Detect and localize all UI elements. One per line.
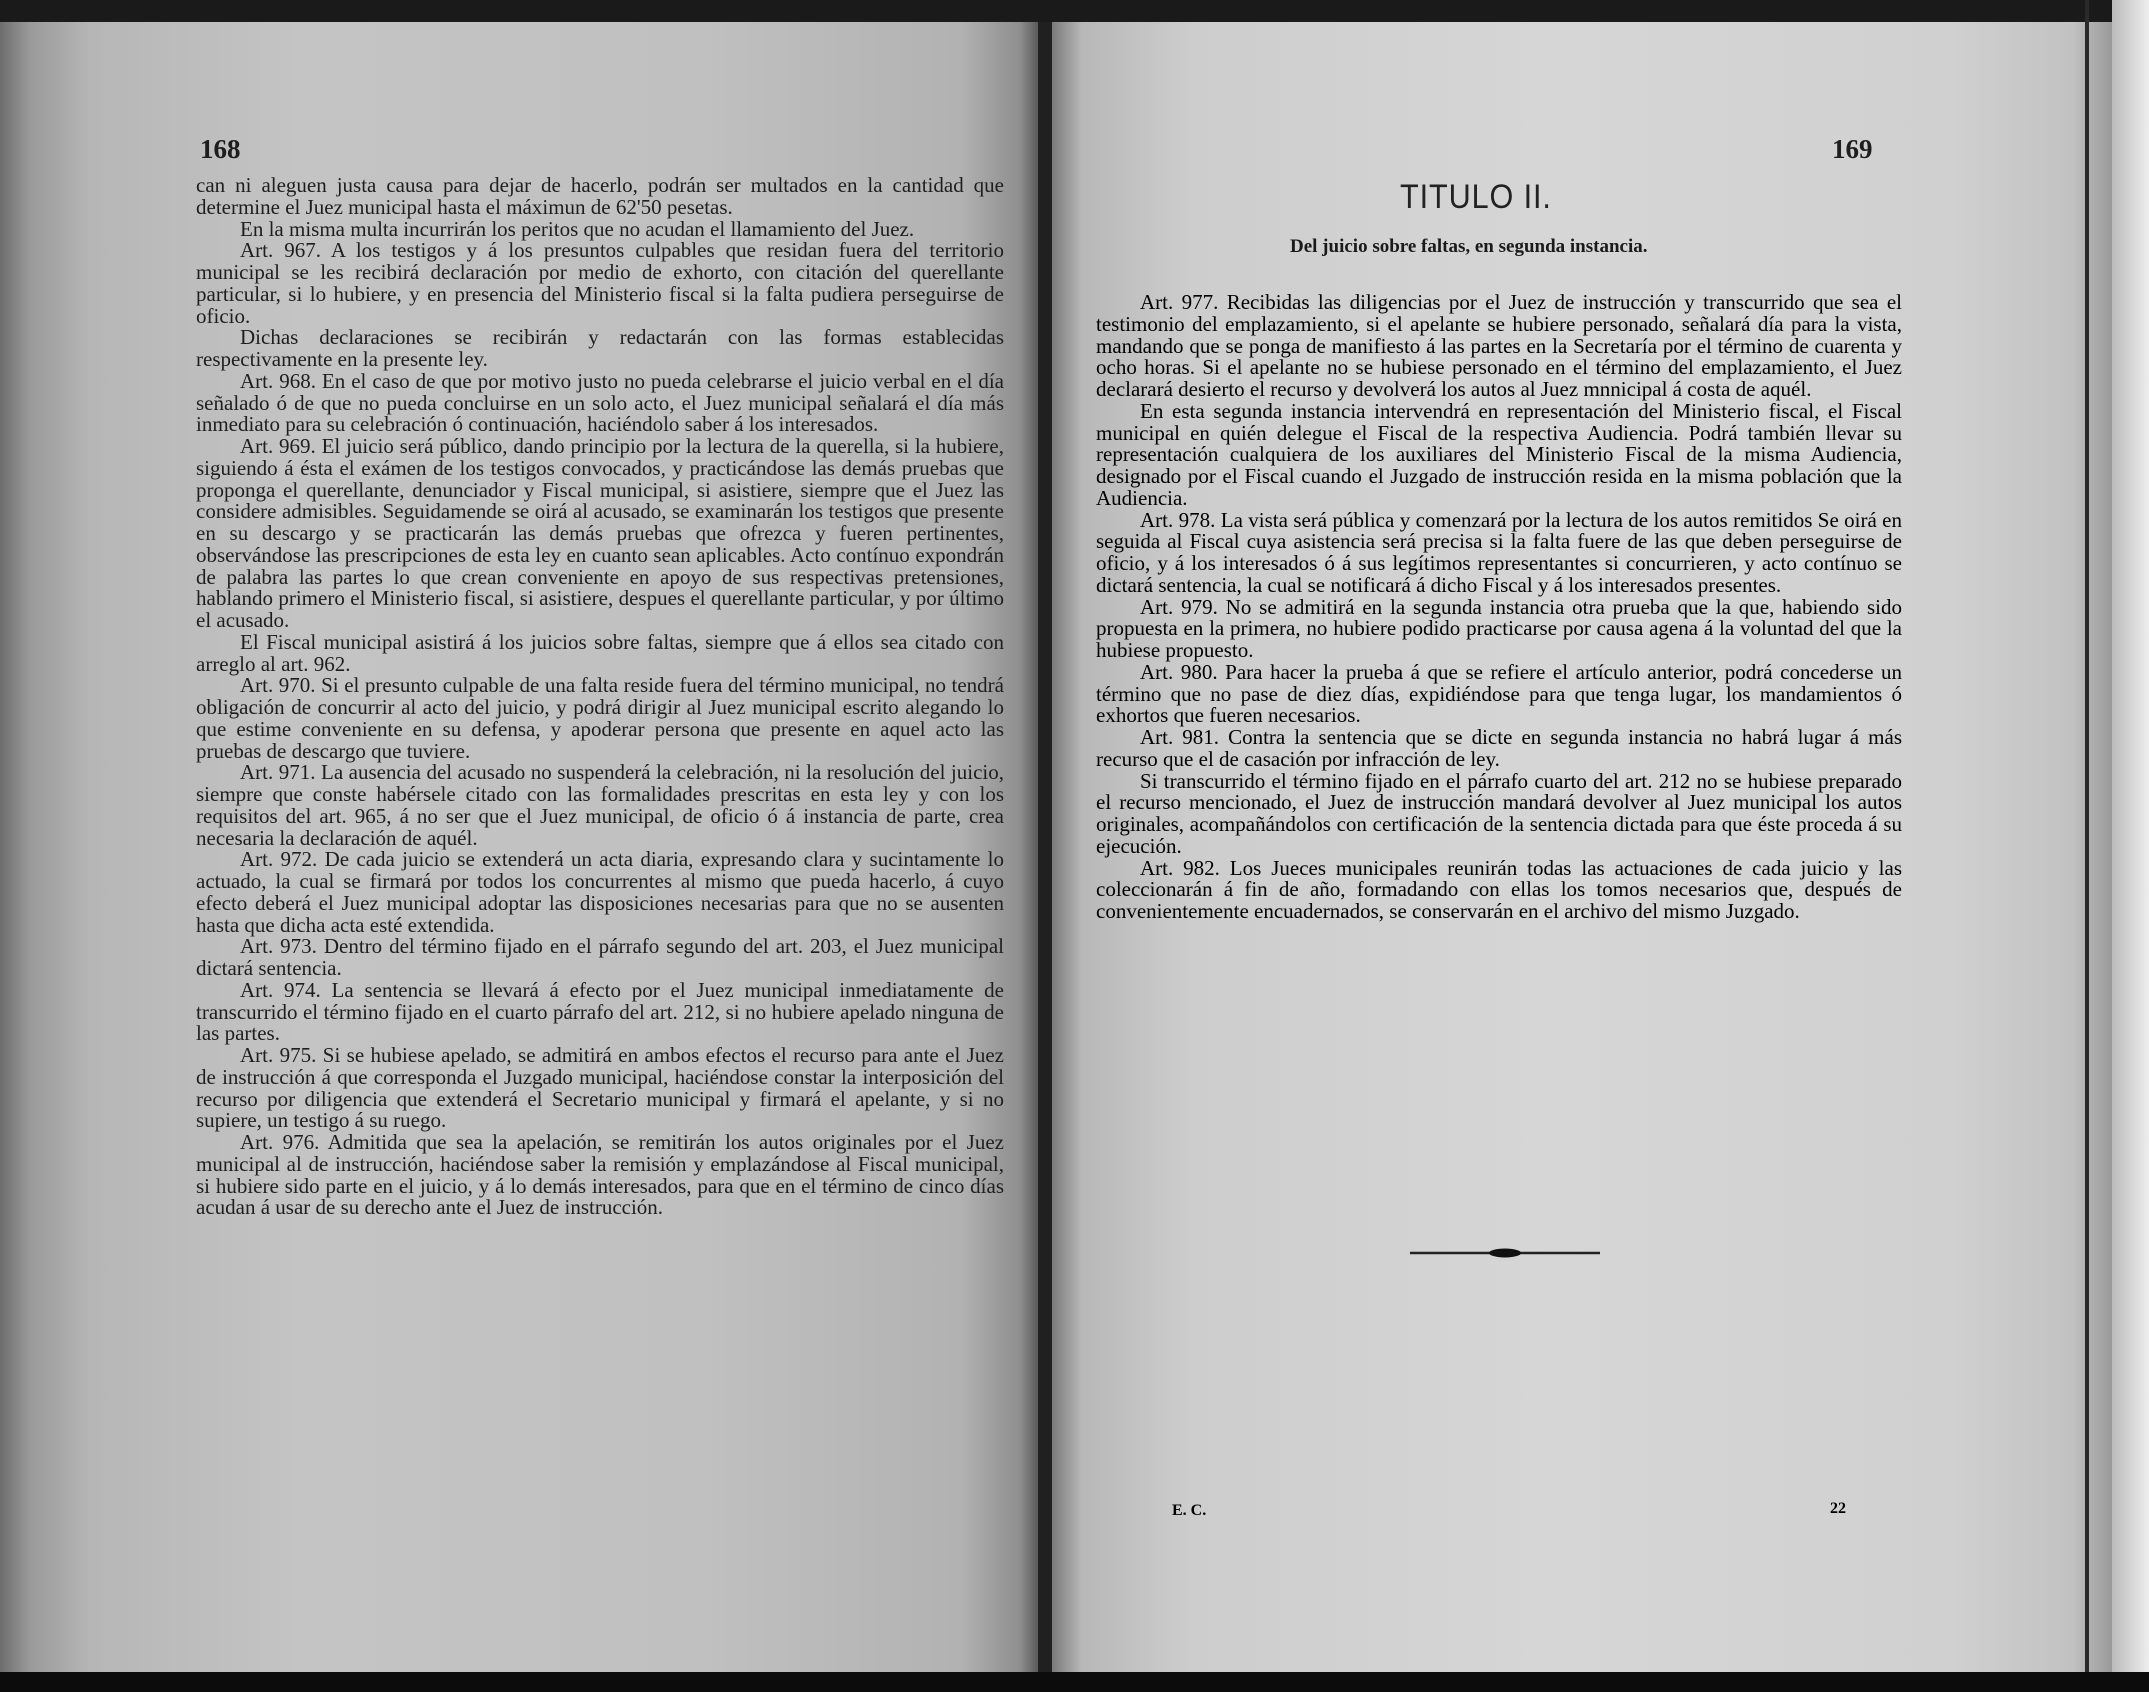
scan-right-edge — [2112, 0, 2149, 1692]
paragraph: Art. 974. La sentencia se llevará á efecto por el Juez municipal inmediatamente de transcurrido el término fijado en el cuarto párrafo del art. 212, si no hubiere apelado ninguna de las partes. — [196, 977, 1004, 1046]
paragraph: Art. 976. Admitida que sea la apelación, se remitirán los autos originales por el Juez municipal al de instrucción, haciéndose saber la remisión y emplazándose al Fiscal municipal, si hubiere sido parte en el juicio, y á lo demás interesados, para que en el término de cinco días acudan á usar de su derecho ante el Juez de instrucción. — [196, 1130, 1004, 1220]
paragraph: Art. 977. Recibidas las diligencias por el Juez de instrucción y transcurrido que sea el testimonio del emplazamiento, si el apelante se hubiere personado, señalará día para la vista, mandando que se ponga de manifiesto á las partes en la Secretaría por el término de cuarenta y ocho horas. Si el apelante no se hubiese personado en el término del emplazamiento, el Juez declarará desierto el recurso y devolverá los autos al Juez mnnicipal á costa de aquél. — [1096, 290, 1902, 401]
right-page-body — [1096, 292, 1902, 923]
section-end-ornament — [1410, 1245, 1600, 1261]
paragraph: El Fiscal municipal asistirá á los juicios sobre faltas, siempre que á ellos sea citado con arreglo al art. 962. — [196, 629, 1004, 676]
paragraph: Art. 972. De cada juicio se extenderá un acta diaria, expresando clara y sucintamente lo actuado, la cual se firmará por todos los concurrentes al mismo que pueda hacerlo, á cuyo efecto deberá el Juez municipal adoptar las disposiciones necesarias para que no se ausenten hasta que dicha acta esté extendida. — [196, 847, 1004, 937]
paragraph: Art. 982. Los Jueces municipales reunirán todas las actuaciones de cada juicio y las coleccionarán á fin de año, formadando con ellas los tomos necesarios que, después de convenientemente encuadernados, se conservarán en el archivo del mismo Juzgado. — [1096, 855, 1902, 923]
paragraph: Art. 978. La vista será pública y comenzará por la lectura de los autos remitidos Se oirá en seguida al Fiscal cuya asistencia será precisa si la falta fuere de las que deben perseguirse de oficio, y á los interesados ó á sus legítimos representantes si concurrieren, y acto contínuo se dictará sentencia, la cual se notificará á dicho Fiscal y á los interesados presentes. — [1096, 507, 1902, 597]
right-page-number: 169 — [1832, 134, 1873, 164]
left-page-number: 168 — [200, 134, 241, 164]
paragraph: Art. 969. El juicio será público, dando principio por la lectura de la querella, si la hubiere, siguiendo á ésta el exámen de los testigos convocados, y practicándose las demás pruebas que proponga el querellante, denunciador y Fiscal municipal, si asistiere, siempre que el Juez las considere admisibles. Seguidamende se oirá al acusado, se examinarán los testigos que presente en su descargo y se practicarán las demás pruebas que ofrezca y fueren pertinentes, observándose las prescripciones de esta ley en cuanto sean aplicables. Acto contínuo expondrán de palabra las partes lo que crean conveniente en apoyo de sus respectivas pretensiones, hablando primero el Ministerio fiscal, si asistiere, despues el querellante particular, y por último el acusado. — [196, 434, 1004, 632]
paragraph: Art. 973. Dentro del término fijado en el párrafo segundo del art. 203, el Juez municipal dictará sentencia. — [196, 934, 1004, 980]
paragraph: Art. 979. No se admitirá en la segunda instancia otra prueba que la que, habiendo sido propuesta en la primera, no hubiere podido practicarse por causa agena á la voluntad del que la hubiese propuesto. — [1096, 594, 1902, 662]
scan-bottom-edge — [0, 1672, 2149, 1692]
paragraph: Art. 967. A los testigos y á los presuntos culpables que residan fuera del territorio municipal se les recibirá declaración por medio de exhorto, con citación del querellante particular, si lo hubiere, y en presencia del Ministerio fiscal si la falta pudiera perseguirse de oficio. — [196, 238, 1004, 328]
left-page — [0, 22, 1038, 1672]
paragraph: Art. 980. Para hacer la prueba á que se refiere el artículo anterior, podrá concederse un término que no pase de diez días, expidiéndose para que tenga lugar, los mandamientos ó exhortos que fueren necesarios. — [1096, 659, 1902, 728]
sheet-number: 22 — [1830, 1500, 1846, 1517]
paragraph: Art. 968. En el caso de que por motivo justo no pueda celebrarse el juicio verbal en el día señalado ó de que no pueda concluirse en un solo acto, el Juez municipal señalará el día más inmediato para su celebración ó continuación, haciéndolo saber á los interesados. — [196, 368, 1004, 437]
paragraph: Art. 970. Si el presunto culpable de una falta reside fuera del término municipal, no tendrá obligación de concurrir al acto del juicio, y podrá dirigir al Juez municipal escrito alegando lo que estime conveniente en su defensa, y apoderar persona que presente en aquel acto las pruebas de descargo que tuviere. — [196, 673, 1004, 763]
paragraph: Dichas declaraciones se recibirán y redactarán con las formas establecidas respectivamente en la presente ley. — [196, 325, 1004, 371]
paragraph: Art. 975. Si se hubiese apelado, se admitirá en ambos efectos el recurso para ante el Juez de instrucción á que corresponda el Juzgado municipal, haciéndose constar la interposición del recurso por diligencia que extenderá el Secretario municipal y firmará el apelante, y si no supiere, un testigo á su ruego. — [196, 1043, 1004, 1133]
left-page-body — [196, 175, 1004, 1219]
paragraph: En esta segunda instancia intervendrá en representación del Ministerio fiscal, el Fiscal municipal en quién delegue el Fiscal de la respectiva Audiencia. Podrá también llevar su representación cualquiera de los auxiliares del Ministerio Fiscal de la misma Audiencia, designado por el Fiscal cuando el Juzgado de instrucción resida en la misma población que la Audiencia. — [1096, 398, 1902, 510]
paragraph: En la misma multa incurrirán los peritos que no acudan el llamamiento del Juez. — [240, 216, 915, 241]
book-gutter — [1038, 22, 1052, 1672]
paragraph: Si transcurrido el término fijado en el párrafo cuarto del art. 212 no se hubiese preparado el recurso mencionado, el Juez de instrucción mandará devolver al Juez municipal los autos originales, acompañándolos con certificación de la sentencia dictada para que éste proceda á su ejecución. — [1096, 768, 1902, 858]
chapter-subtitle: Del juicio sobre faltas, en segunda instancia. — [1290, 236, 1648, 257]
paragraph: Art. 971. La ausencia del acusado no suspenderá la celebración, ni la resolución del juicio, siempre que conste habérsele citado con las formalidades prescritas en esta ley y con los requisitos del art. 965, á no ser que el Juez municipal, de oficio ó á instancia de parte, crea necesaria la declaración de aquél. — [196, 760, 1004, 850]
paragraph: Art. 981. Contra la sentencia que se dicte en segunda instancia no habrá lugar á más recurso que el de casación por infracción de ley. — [1096, 725, 1902, 771]
chapter-title: TITULO II. — [1400, 178, 1552, 216]
paragraph: can ni aleguen justa causa para dejar de hacerlo, podrán ser multados en la cantidad que determine el Juez municipal hasta el máximun de 62'50 pesetas. — [196, 173, 1004, 219]
signature-mark: E. C. — [1172, 1502, 1207, 1519]
scan-right-edge-line — [2085, 0, 2089, 1672]
